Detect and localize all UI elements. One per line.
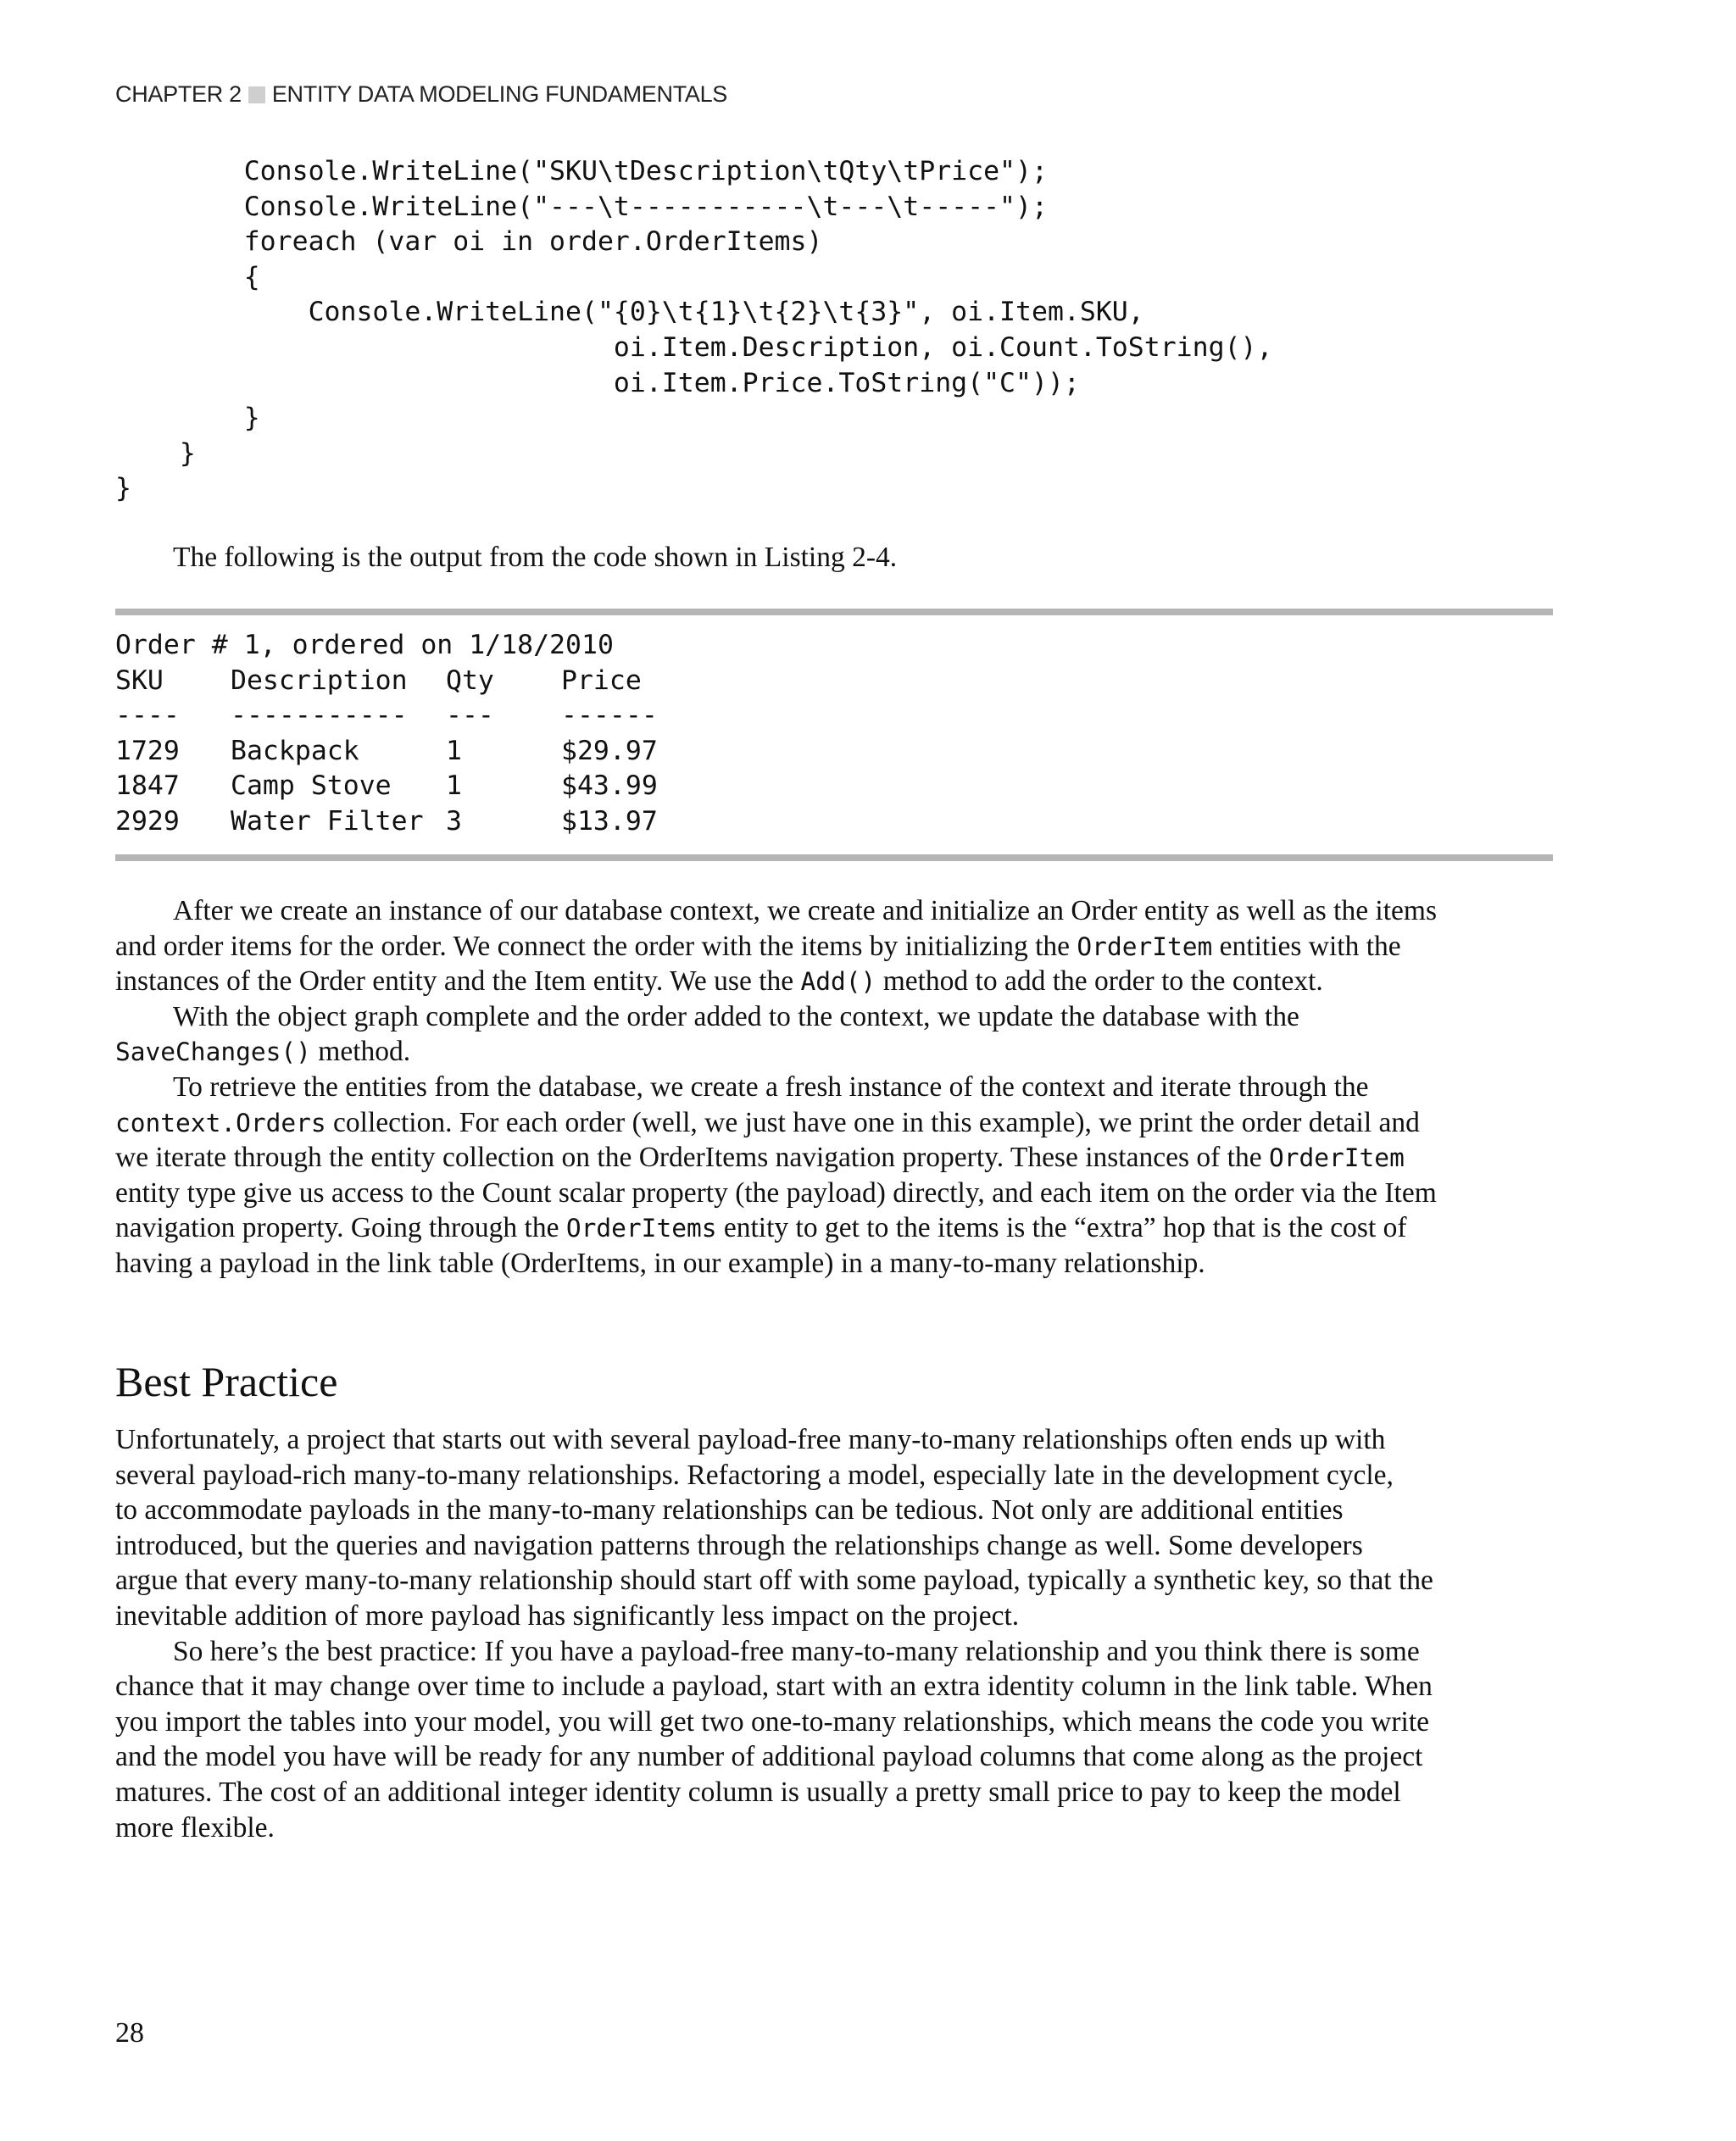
text-line	[115, 1034, 1556, 1070]
best-practice-paragraph-1	[115, 1422, 1556, 1634]
text-run: collection. For each order (well, we just have one in this example), we print the order detail and	[326, 1106, 1420, 1138]
text-run: instances of the Order entity and the Item entity. We use the	[115, 965, 801, 998]
explanation-text	[115, 893, 1556, 1282]
code-line: }	[115, 473, 131, 504]
separator-square-icon	[248, 86, 265, 103]
output-row	[115, 804, 658, 840]
code-line: {	[115, 261, 260, 292]
text-run: navigation property. Going through the	[115, 1212, 566, 1244]
text-line: and the model you have will be ready for any number of additional payload columns that come along as the project	[115, 1741, 1423, 1773]
dash-sku: ----	[115, 700, 180, 731]
cell-sku: 2929	[115, 805, 180, 837]
chapter-title: ENTITY DATA MODELING FUNDAMENTALS	[271, 81, 728, 107]
text-line: So here’s the best practice: If you have a payload-free many-to-many relationship and you think there is some	[173, 1635, 1420, 1667]
cell-qty: 1	[446, 770, 462, 802]
output-top-rule	[115, 609, 1553, 615]
text-run: and order items for the order. We connect the order with the items by initializing the	[115, 930, 1077, 962]
code-line: }	[115, 437, 196, 469]
code-line: oi.Item.Price.ToString("C"));	[115, 367, 1080, 398]
best-practice-text	[115, 1422, 1556, 1845]
inline-code: OrderItem	[1268, 1143, 1405, 1173]
code-line: Console.WriteLine("{0}\t{1}\t{2}\t{3}", oi.Item.SKU,	[115, 297, 1144, 328]
best-practice-paragraph-2	[115, 1634, 1556, 1846]
cell-description: Camp Stove	[231, 770, 392, 802]
intro-paragraph: The following is the output from the code shown in Listing 2-4.	[173, 542, 898, 573]
output-dash-row	[115, 698, 658, 734]
text-line: After we create an instance of our database context, we create and initialize an Order entity as well as the items	[173, 895, 1438, 926]
output-row	[115, 734, 658, 770]
text-line: Unfortunately, a project that starts out with several payload-free many-to-many relationships often ends up with	[115, 1424, 1386, 1455]
code-listing	[115, 154, 1272, 507]
text-run: entity to get to the items is the “extra” hop that is the cost of	[716, 1212, 1407, 1244]
inline-code: SaveChanges()	[115, 1037, 311, 1067]
text-line: With the object graph complete and the order added to the context, we update the database with the	[173, 1000, 1299, 1032]
order-line: Order # 1, ordered on 1/18/2010	[115, 630, 614, 660]
text-run: method to add the order to the context.	[876, 965, 1323, 998]
text-line: To retrieve the entities from the database, we create a fresh instance of the context and iterate through the	[173, 1070, 1369, 1103]
inline-code: OrderItems	[565, 1214, 717, 1243]
cell-qty: 3	[446, 805, 462, 837]
paragraph-3	[115, 1070, 1556, 1282]
output-bottom-rule	[115, 854, 1553, 861]
cell-price: $43.99	[561, 770, 658, 802]
cell-sku: 1729	[115, 735, 180, 766]
dash-price: ------	[561, 700, 658, 731]
text-run: method.	[310, 1036, 411, 1068]
chapter-label: CHAPTER 2	[115, 81, 242, 107]
text-line	[115, 1140, 1556, 1176]
text-line: introduced, but the queries and navigation patterns through the relationships change as well. Some developers	[115, 1529, 1363, 1561]
code-line: oi.Item.Description, oi.Count.ToString(),	[115, 331, 1273, 363]
text-line: having a payload in the link table (OrderItems, in our example) in a many-to-many relationship.	[115, 1247, 1205, 1279]
text-line: several payload-rich many-to-many relationships. Refactoring a model, especially late in the development cycle,	[115, 1459, 1394, 1491]
page-number: 28	[115, 2017, 144, 2049]
text-line: chance that it may change over time to include a payload, start with an extra identity column in the link table. When	[115, 1671, 1433, 1703]
header-sku: SKU	[115, 665, 164, 696]
text-line: to accommodate payloads in the many-to-many relationships can be tedious. Not only are additional entities	[115, 1494, 1344, 1527]
cell-price: $29.97	[561, 735, 658, 766]
header-qty: Qty	[446, 665, 494, 696]
dash-description: -----------	[231, 700, 408, 731]
output-row	[115, 769, 658, 804]
text-line: inevitable addition of more payload has significantly less impact on the project.	[115, 1599, 1020, 1632]
inline-code: Add()	[800, 967, 876, 997]
paragraph-2	[115, 999, 1556, 1070]
code-line: Console.WriteLine("SKU\tDescription\tQty\tPrice");	[115, 156, 1048, 186]
paragraph-1	[115, 893, 1556, 999]
inline-code: context.Orders	[115, 1108, 326, 1137]
code-line: Console.WriteLine("---\t-----------\t---\t-----");	[115, 191, 1048, 222]
dash-qty: ---	[446, 700, 494, 731]
text-line: you import the tables into your model, you will get two one-to-many relationships, which means the code you write	[115, 1705, 1429, 1738]
code-line: foreach (var oi in order.OrderItems)	[115, 226, 823, 258]
text-line	[115, 964, 1556, 999]
section-heading: Best Practice	[115, 1358, 338, 1405]
text-line	[115, 929, 1556, 965]
header-price: Price	[561, 665, 642, 696]
text-line: matures. The cost of an additional integer identity column is usually a pretty small price to pay to keep the model	[115, 1776, 1401, 1808]
output-header-row	[115, 664, 658, 699]
cell-sku: 1847	[115, 770, 180, 802]
header-description: Description	[231, 665, 408, 696]
cell-qty: 1	[446, 735, 462, 766]
inline-code: OrderItem	[1077, 931, 1213, 961]
text-run: we iterate through the entity collection on the OrderItems navigation property. These instances of the	[115, 1142, 1269, 1174]
text-line	[115, 1105, 1556, 1141]
text-line: more flexible.	[115, 1811, 275, 1843]
running-head	[115, 81, 727, 108]
cell-description: Backpack	[231, 735, 359, 766]
text-line: entity type give us access to the Count scalar property (the payload) directly, and each item on the order via the Item	[115, 1176, 1437, 1209]
cell-description: Water Filter	[231, 805, 424, 837]
text-line	[115, 1210, 1556, 1246]
cell-price: $13.97	[561, 805, 658, 837]
text-line: argue that every many-to-many relationship should start off with some payload, typically a synthetic key, so that the	[115, 1565, 1433, 1597]
program-output	[115, 628, 658, 840]
code-line: }	[115, 403, 260, 434]
text-run: entities with the	[1212, 930, 1401, 962]
